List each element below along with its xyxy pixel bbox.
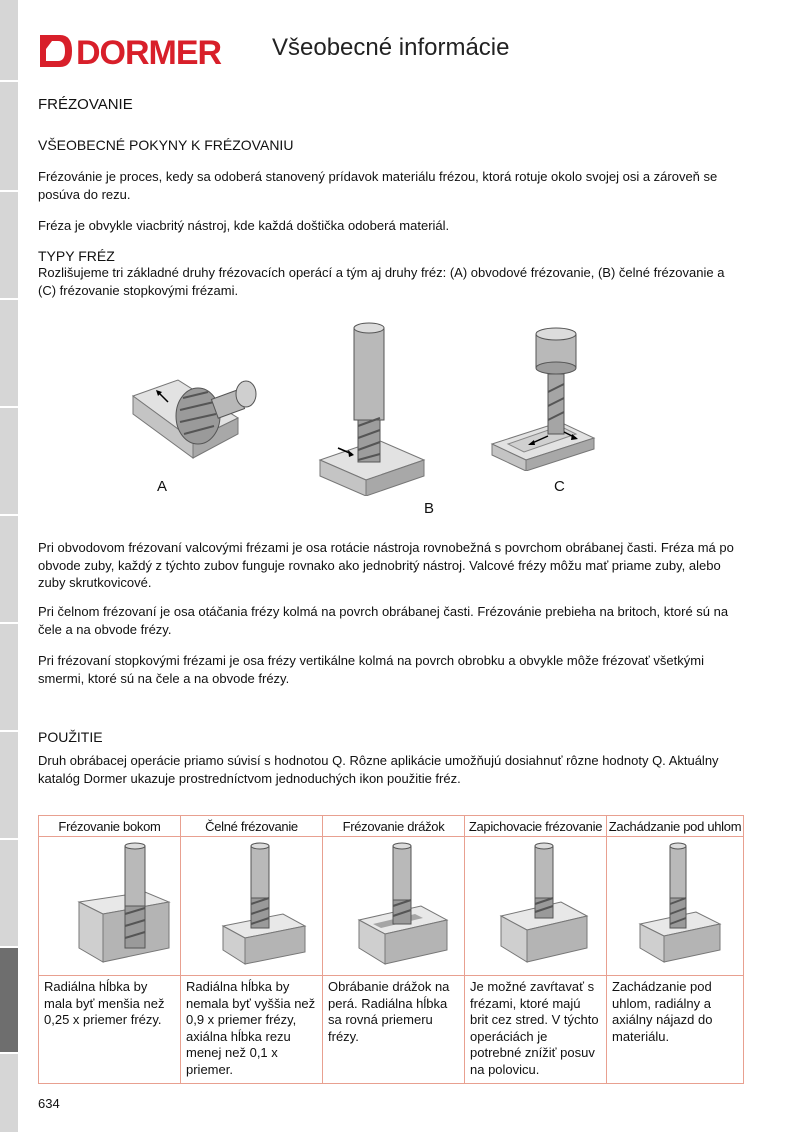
- ramping-description: Zachádzanie pod uhlom, radiálny a axiálny nájazd do materiálu.: [607, 976, 744, 1084]
- usage-table: [38, 815, 744, 1084]
- side-milling-illustration: [39, 837, 181, 976]
- side-tab: [0, 1052, 18, 1132]
- usage-header-row: [39, 816, 744, 837]
- page-number: 634: [38, 1096, 60, 1111]
- general-section-title: VŠEOBECNÉ POKYNY K FRÉZOVANIU: [38, 137, 294, 153]
- figure-a-peripheral-milling: [128, 378, 273, 473]
- header-side-milling: Frézovanie bokom: [39, 816, 181, 837]
- header-plunge-milling: Zapichovacie frézovanie: [465, 816, 607, 837]
- paragraph-usage: Druh obrábacej operácie priamo súvisí s hodnotou Q. Rôzne aplikácie umožňujú dosiahnuť rôzne hodnoty Q. Aktuálny katalóg Dormer ukazuje prostredníctvom jednoduchých ikon použitie fréz.: [38, 753, 719, 786]
- usage-section-title: POUŽITIE: [38, 729, 103, 745]
- side-tab-strip: [0, 0, 18, 1132]
- figure-b-label: B: [424, 500, 435, 517]
- side-tab: [0, 298, 18, 406]
- face-milling-description: Radiálna hĺbka by nemala byť vyššia než 0,9 x priemer frézy, axiálna hĺbka rezu menej než 0,1 x priemer.: [181, 976, 323, 1084]
- figure-c-end-milling: [490, 326, 600, 476]
- main-section-title: FRÉZOVANIE: [38, 96, 133, 113]
- page-header-title: Všeobecné informácie: [272, 34, 510, 61]
- paragraph-intro: Frézovánie je proces, kedy sa odoberá stanovený prídavok materiálu frézou, ktorá rotuje okolo svojej osi a zároveň se posúva do rezu.: [38, 169, 718, 202]
- header-slot-milling: Frézovanie drážok: [323, 816, 465, 837]
- header-ramping: Zachádzanie pod uhlom: [607, 816, 744, 837]
- ramping-illustration: [607, 837, 744, 976]
- paragraph-cutter: Fréza je obvykle viacbritý nástroj, kde každá doštička odoberá materiál.: [38, 218, 450, 233]
- header-face-milling: Čelné frézovanie: [181, 816, 323, 837]
- side-tab: [0, 730, 18, 838]
- side-tab-active: [0, 946, 18, 1052]
- figure-b-face-milling: [318, 320, 428, 501]
- side-tab: [0, 406, 18, 514]
- paragraph-types: Rozlišujeme tri základné druhy frézovacích operácí a tým aj druhy fréz: (A) obvodové frézovanie, (B) čelné frézovanie a (C) frézovanie stopkovými frézami.: [38, 265, 725, 298]
- brand-wordmark: DORMER: [76, 34, 222, 69]
- side-tab: [0, 514, 18, 622]
- paragraph-face: Pri čelnom frézovaní je osa otáčania frézy kolmá na povrch obrábanej časti. Frézovánie prebieha na britoch, ktoré sú na čele a na obvode frézy.: [38, 604, 729, 637]
- figure-c-label: C: [554, 478, 565, 495]
- dormer-logo: [38, 33, 230, 69]
- paragraph-end-mill: Pri frézovaní stopkovými frézami je osa frézy vertikálne kolmá na povrch obrobku a obvykle môže frézovať všetkými smermi, ktoré sú na čele a na obvode frézy.: [38, 653, 704, 686]
- usage-image-row: [39, 837, 744, 976]
- types-section-title: TYPY FRÉZ: [38, 248, 115, 264]
- plunge-milling-description: Je možné zavŕtavať s frézami, ktoré majú brit cez stred. V týchto operáciách je potrebné znížiť posuv na polovicu.: [465, 976, 607, 1084]
- usage-description-row: [39, 976, 744, 1084]
- slot-milling-description: Obrábanie drážok na perá. Radiálna hĺbka sa rovná priemeru frézy.: [323, 976, 465, 1084]
- paragraph-peripheral: Pri obvodovom frézovaní valcovými frézami je osa rotácie nástroja rovnobežná s povrchom obrábanej časti. Fréza má po obvode zuby, každý z týchto zubov funguje rovnako ako jednobritý nástroj. Valcové frézy môžu mať priame zuby, alebo zuby skrutkovicové.: [38, 540, 734, 590]
- side-tab: [0, 80, 18, 190]
- plunge-milling-illustration: [465, 837, 607, 976]
- side-tab: [0, 190, 18, 298]
- side-tab: [0, 622, 18, 730]
- face-milling-illustration: [181, 837, 323, 976]
- side-tab: [0, 838, 18, 946]
- side-milling-description: Radiálna hĺbka by mala byť menšia než 0,25 x priemer frézy.: [39, 976, 181, 1084]
- slot-milling-illustration: [323, 837, 465, 976]
- figure-a-label: A: [157, 478, 168, 495]
